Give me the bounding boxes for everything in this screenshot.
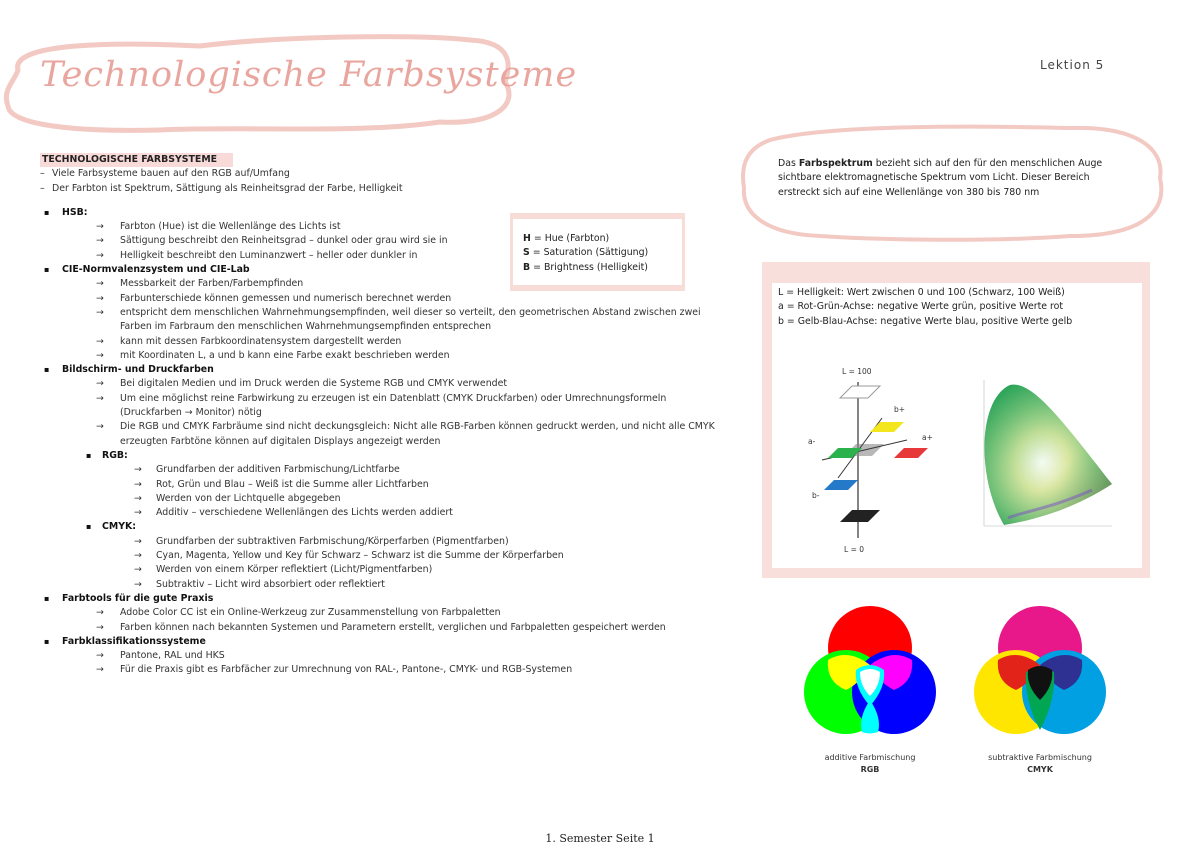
legend-text: Brightness (Helligkeit) [543,261,648,273]
spectrum-text: bezieht sich auf den für den menschlichen Auge sichtbare elektromagnetische Spektrum vom Licht. Dieser Bereich erstreckt sich auf eine Wellenlänge von 380 bis 780 nm [778,158,1103,198]
spectrum-prefix: Das [778,158,796,169]
lab-line: a = Rot-Grün-Achse: negative Werte grün, positive Werte rot [778,301,1064,313]
legend-text: Hue (Farbton) [544,233,610,244]
legend-key: H [523,233,531,244]
list-item: → Um eine möglichst reine Farbwirkung zu erzeugen ist ein Datenblatt (CMYK Druckfarben) oder Umrechnungsformeln (Druckfarben → Monitor) nötig [40,392,720,421]
spectrum-term: Farbspektrum [798,158,873,169]
legend-text: Saturation (Sättigung) [543,247,649,259]
l-bottom-label: L = 0 [844,545,865,554]
list-item: → mit Koordinaten L, a und b kann eine Farbe exakt beschrieben werden [40,349,720,363]
list-item: → Werden von einem Körper reflektiert (Licht/Pigmentfarben) [40,563,720,577]
intro-line: – Viele Farbsysteme bauen auf den RGB auf/Umfang [40,167,720,181]
intro-line: – Der Farbton ist Spektrum, Sättigung als Reinheitsgrad der Farbe, Helligkeit [40,182,720,196]
list-item: → Messbarkeit der Farben/Farbempfinden [40,277,720,291]
list-item: → Grundfarben der subtraktiven Farbmischung/Körperfarben (Pigmentfarben) [40,535,720,549]
page-title: Technologische Farbsysteme [40,55,578,95]
page-footer: 1. Semester Seite 1 [545,832,655,845]
lab-diagram [772,360,1142,560]
list-item: → Grundfarben der additiven Farbmischung/Lichtfarbe [40,463,720,477]
hsb-legend-box: H = Hue (Farbton) S = Saturation (Sättigung) B = Brightness (Helligkeit) [510,213,685,291]
list-item: → Pantone, RAL und HKS [40,649,720,663]
cie-gamut-chart [984,380,1112,526]
cie-heading: ▪ CIE-Normvalenzsystem und CIE-Lab [40,263,720,277]
hsb-heading: ▪ HSB: [40,206,720,220]
list-item: → entspricht dem menschlichen Wahrnehmungsempfinden, weil dieser so verteilt, den geometrischen Abstand zwischen zwei Farben im Farbraum den menschlichen Wahrnehmungsempfinden entsprechen [40,306,720,335]
list-item: → Sättigung beschreibt den Reinheitsgrad – dunkel oder grau wird sie in [40,234,720,248]
list-item: → Farbunterschiede können gemessen und numerisch berechnet werden [40,292,720,306]
list-item: → Adobe Color CC ist ein Online-Werkzeug zur Zusammenstellung von Farbpaletten [40,606,720,620]
blue-plane [824,480,858,490]
legend-key: B [523,261,531,273]
list-item: → Bei digitalen Medien und im Druck werden die Systeme RGB und CMYK verwendet [40,377,720,391]
red-plane [894,448,928,458]
list-item: → kann mit dessen Farbkoordinatensystem dargestellt werden [40,335,720,349]
subtractive-label: CMYK [1027,765,1053,774]
list-item: → Additiv – verschiedene Wellenlängen des Lichts werden addiert [40,506,720,520]
spectrum-note [778,157,1133,200]
white-plane [840,386,880,398]
subtractive-caption: subtraktive Farbmischung [988,753,1092,762]
l-top-label: L = 100 [842,367,872,376]
subtractive-cmyk-diagram [974,606,1106,734]
list-item: → Für die Praxis gibt es Farbfächer zur Umrechnung von RAL-, Pantone-, CMYK- und RGB-Systemen [40,663,720,677]
list-item: → Farbton (Hue) ist die Wellenlänge des Lichts ist [40,220,720,234]
lesson-label: Lektion 5 [1040,58,1105,72]
color-mixing-diagrams [800,600,1160,805]
list-item: → Werden von der Lichtquelle abgegeben [40,492,720,506]
lab-line: L = Helligkeit: Wert zwischen 0 und 100 (Schwarz, 100 Weiß) [778,287,1065,298]
list-item: → Rot, Grün und Blau – Weiß ist die Summe aller Lichtfarben [40,478,720,492]
yellow-plane [870,422,904,432]
black-plane [840,510,880,522]
list-item: → Cyan, Magenta, Yellow und Key für Schwarz – Schwarz ist die Summe der Körperfarben [40,549,720,563]
lab-line: b = Gelb-Blau-Achse: negative Werte blau, positive Werte gelb [778,315,1073,327]
list-item: → Farben können nach bekannten Systemen und Parametern erstellt, verglichen und Farbpaletten gespeichert werden [40,621,720,635]
screen-print-heading: ▪ Bildschirm- und Druckfarben [40,363,720,377]
tools-heading: ▪ Farbtools für die gute Praxis [40,592,720,606]
classification-heading: ▪ Farbklassifikationssysteme [40,635,720,649]
list-item: → Helligkeit beschreibt den Luminanzwert – heller oder dunkler in [40,249,720,263]
lab-description [778,286,1143,329]
rgb-heading: ▪ RGB: [40,449,720,463]
list-item: → Die RGB und CMYK Farbräume sind nicht deckungsgleich: Nicht alle RGB-Farben können gedruckt werden, und nicht alle CMYK erzeugten Farbtöne können auf digitalen Displays angezeigt werden [40,420,720,449]
b-neg-label: b- [812,491,820,500]
additive-label: RGB [860,765,880,774]
green-plane [828,448,862,458]
section-title: TECHNOLOGISCHE FARBSYSTEME [40,153,233,167]
cmyk-heading: ▪ CMYK: [40,520,720,534]
a-pos-label: a+ [922,433,933,442]
list-item: → Subtraktiv – Licht wird absorbiert oder reflektiert [40,578,720,592]
additive-rgb-diagram [804,606,936,734]
additive-caption: additive Farbmischung [824,753,916,762]
b-pos-label: b+ [894,405,906,414]
legend-key: S [523,247,530,259]
a-neg-label: a- [808,437,816,446]
